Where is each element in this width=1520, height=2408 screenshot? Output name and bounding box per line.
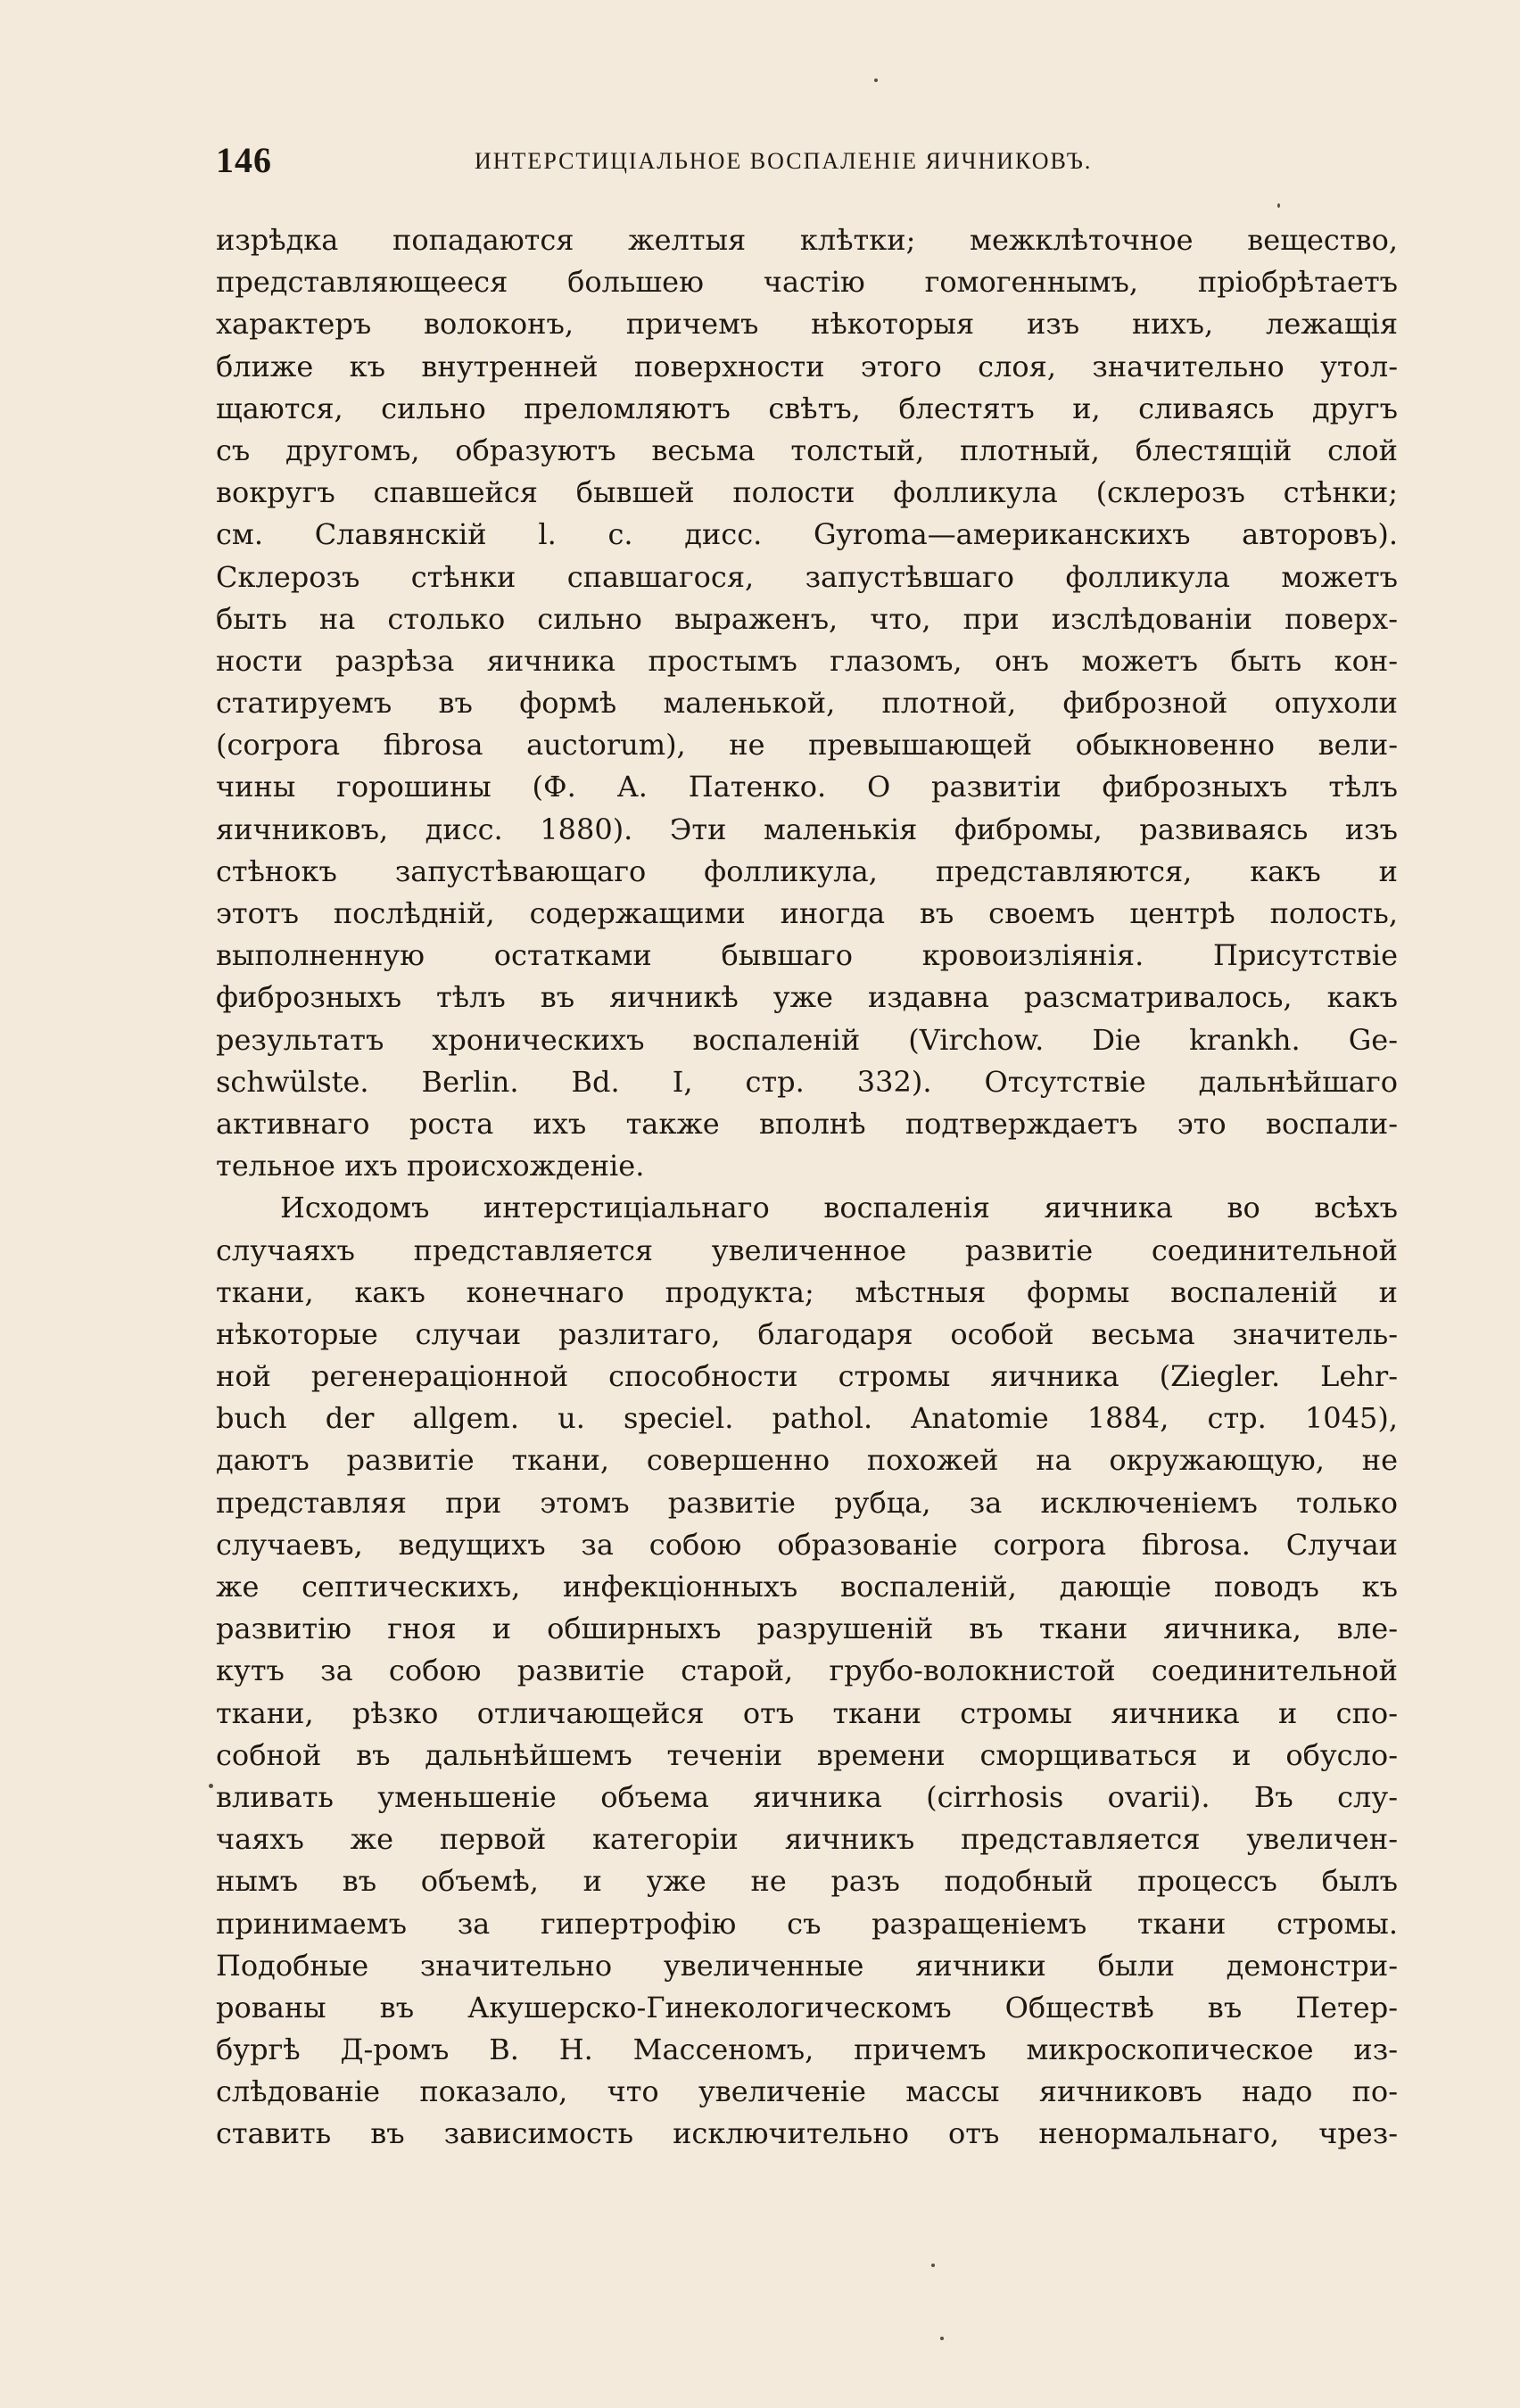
text-line: случаевъ, ведущихъ за собою образованіе corpora fibrosa. Случаи <box>216 1527 1398 1562</box>
text-line: чины горошины (Ф. А. Патенко. О развитіи фиброзныхъ тѣлъ <box>216 770 1398 804</box>
text-line: кутъ за собою развитіе старой, грубо-волокнистой соединительной <box>216 1653 1398 1688</box>
text-line: развитію гноя и обширныхъ разрушеній въ ткани яичника, вле- <box>216 1612 1398 1646</box>
text-line: см. Славянскій l. c. дисс. Gyroma—американскихъ авторовъ). <box>216 517 1398 552</box>
text-line: яичниковъ, дисс. 1880). Эти маленькія фибромы, развиваясь изъ <box>216 812 1398 846</box>
text-line: рованы въ Акушерско-Гинекологическомъ Обществѣ въ Петер- <box>216 1990 1398 2025</box>
text-line: нымъ въ объемѣ, и уже не разъ подобный процессъ былъ <box>216 1864 1398 1899</box>
text-line: стѣнокъ запустѣвающаго фолликула, представляются, какъ и <box>216 854 1398 888</box>
print-speck <box>209 1784 213 1788</box>
text-line: ткани, рѣзко отличающейся отъ ткани стромы яичника и спо- <box>216 1695 1398 1730</box>
text-line: фиброзныхъ тѣлъ въ яичникѣ уже издавна разсматривалось, какъ <box>216 980 1398 1015</box>
text-line: результатъ хроническихъ воспаленій (Virchow. Die krankh. Ge- <box>216 1022 1398 1057</box>
text-line: активнаго роста ихъ также вполнѣ подтверждаетъ это воспали- <box>216 1106 1398 1141</box>
text-line: (corpora fibrosa auctorum), не превышающей обыкновенно вели- <box>216 728 1398 763</box>
text-line: ной регенераціонной способности стромы яичника (Ziegler. Lehr- <box>216 1359 1398 1394</box>
text-line: выполненную остатками бывшаго кровоизліянія. Присутствіе <box>216 938 1398 973</box>
text-line: Склерозъ стѣнки спавшагося, запустѣвшаго фолликула можетъ <box>216 559 1398 594</box>
text-line: вливать уменьшеніе объема яичника (cirrhosis ovarii). Въ слу- <box>216 1779 1398 1814</box>
text-line: представляя при этомъ развитіе рубца, за исключеніемъ только <box>216 1485 1398 1520</box>
text-line: быть на столько сильно выраженъ, что, при изслѣдованіи поверх- <box>216 601 1398 636</box>
text-line: статируемъ въ формѣ маленькой, плотной, фиброзной опухоли <box>216 686 1398 721</box>
text-line: слѣдованіе показало, что увеличеніе массы яичниковъ надо по- <box>216 2074 1398 2109</box>
running-head <box>216 139 1152 184</box>
text-line: ставить въ зависимость исключительно отъ ненормальнаго, чрез- <box>216 2116 1398 2151</box>
text-line: принимаемъ за гипертрофію съ разращеніемъ ткани стромы. <box>216 1906 1398 1941</box>
text-line: ткани, какъ конечнаго продукта; мѣстныя формы воспаленій и <box>216 1274 1398 1309</box>
print-speck <box>931 2264 935 2267</box>
text-line: даютъ развитіе ткани, совершенно похожей на окружающую, не <box>216 1443 1398 1478</box>
print-speck <box>874 78 878 82</box>
print-speck <box>940 2337 944 2340</box>
text-line: чаяхъ же первой категоріи яичникъ представляется увеличен- <box>216 1822 1398 1857</box>
text-line: ности разрѣза яичника простымъ глазомъ, онъ можетъ быть кон- <box>216 643 1398 678</box>
text-line: случаяхъ представляется увеличенное развитіе соединительной <box>216 1233 1398 1267</box>
print-speck <box>1277 203 1280 208</box>
text-line: бургѣ Д-ромъ В. Н. Массеномъ, причемъ микроскопическое из- <box>216 2033 1398 2067</box>
text-line: ближе къ внутренней поверхности этого слоя, значительно утол- <box>216 349 1398 383</box>
text-line: Подобные значительно увеличенные яичники были демонстри- <box>216 1948 1398 1983</box>
body-text <box>216 219 1398 2156</box>
text-line: этотъ послѣдній, содержащими иногда въ своемъ центрѣ полость, <box>216 896 1398 930</box>
text-line: собной въ дальнѣйшемъ теченіи времени сморщиваться и обусло- <box>216 1737 1398 1772</box>
text-line: представляющееся большею частію гомогеннымъ, пріобрѣтаетъ <box>216 265 1398 300</box>
text-line: schwülste. Berlin. Bd. I, стр. 332). Отсутствіе дальнѣйшаго <box>216 1064 1398 1099</box>
text-line: щаются, сильно преломляютъ свѣтъ, блестятъ и, сливаясь другъ <box>216 391 1398 425</box>
paragraph-first-line: Исходомъ интерстиціальнаго воспаленія яичника во всѣхъ <box>280 1191 1398 1225</box>
running-title: ИНТЕРСТИЦIАЛЬНОЕ ВОСПАЛЕНIЕ ЯИЧНИКОВЪ. <box>475 148 1093 174</box>
page-number: 146 <box>216 140 272 180</box>
text-line: вокругъ спавшейся бывшей полости фолликула (склерозъ стѣнки; <box>216 475 1398 510</box>
text-line: нѣкоторые случаи разлитаго, благодаря особой весьма значитель- <box>216 1316 1398 1351</box>
text-line: характеръ волоконъ, причемъ нѣкоторыя изъ нихъ, лежащія <box>216 307 1398 342</box>
text-line: съ другомъ, образуютъ весьма толстый, плотный, блестящій слой <box>216 433 1398 467</box>
text-line: buch der allgem. u. speciel. pathol. Anatomie 1884, стр. 1045), <box>216 1401 1398 1436</box>
paragraph-end-line: тельное ихъ происхожденіе. <box>216 1149 645 1183</box>
text-line: изрѣдка попадаются желтыя клѣтки; межклѣточное вещество, <box>216 223 1398 257</box>
text-line: же септическихъ, инфекціонныхъ воспаленій, дающіе поводъ къ <box>216 1570 1398 1604</box>
